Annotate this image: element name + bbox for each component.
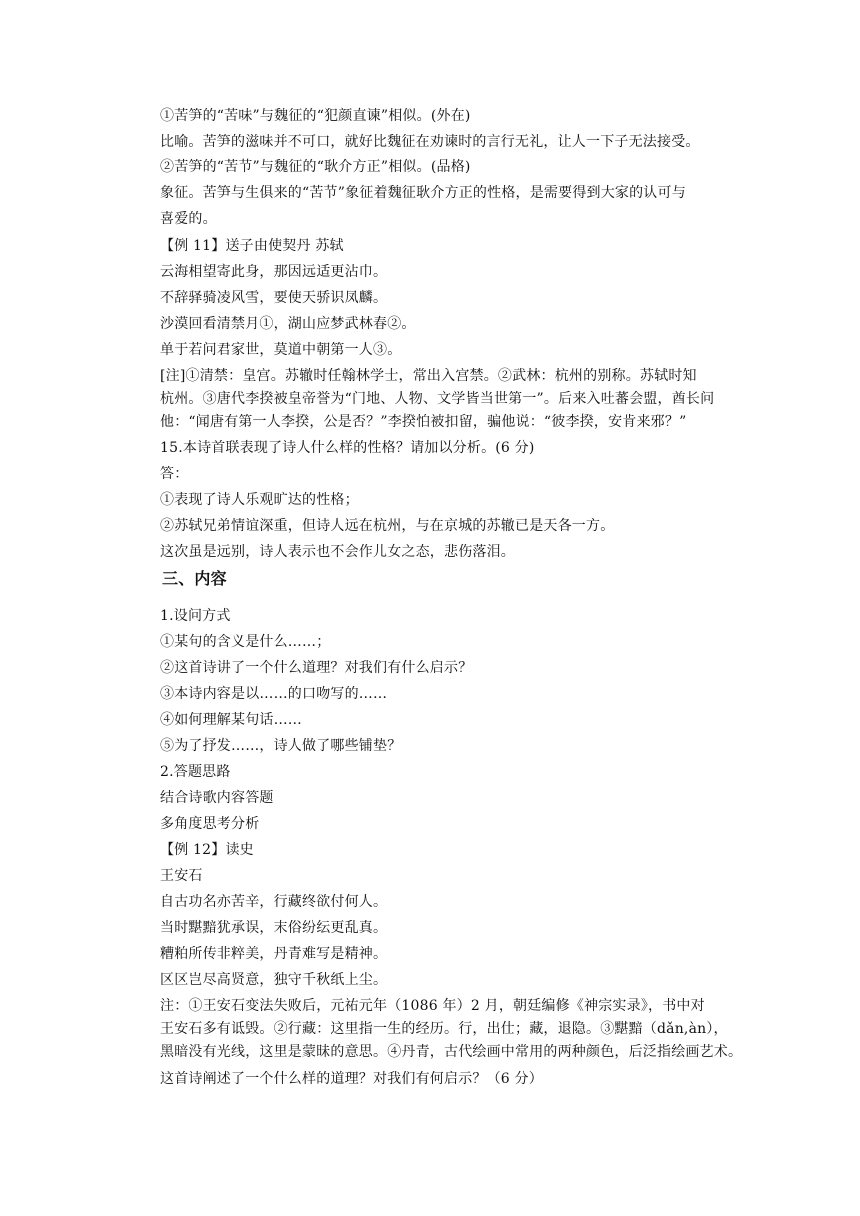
question-line: 这首诗阐述了一个什么样的道理？对我们有何启示？（6 分） bbox=[160, 1071, 543, 1087]
text-line: 比喻。苦笋的滋味并不可口，就好比魏征在劝谏时的言行无礼，让人一下子无法接受。 bbox=[160, 134, 700, 150]
poem-line: 沙漠回看清禁月①，湖山应梦武林春②。 bbox=[160, 316, 416, 332]
answer-line: 这次虽是远别，诗人表示也不会作儿女之态，悲伤落泪。 bbox=[160, 544, 515, 560]
note-line: 黑暗没有光线，这里是蒙昧的意思。④丹青，古代绘画中常用的两种颜色，后泛指绘画艺术。 bbox=[160, 1044, 743, 1060]
list-item: ④如何理解某句话…… bbox=[160, 712, 302, 728]
poem-line: 当时黮黯犹承误，末俗纷纭更乱真。 bbox=[160, 920, 388, 936]
subheading: 1.设问方式 bbox=[160, 608, 231, 624]
question-line: 15.本诗首联表现了诗人什么样的性格？请加以分析。(6 分) bbox=[160, 440, 535, 456]
answer-line: ②苏轼兄弟情谊深重，但诗人远在杭州，与在京城的苏辙已是天各一方。 bbox=[160, 518, 615, 534]
text-line: 结合诗歌内容答题 bbox=[160, 790, 274, 806]
note-line: 注：①王安石变法失败后，元祐元年（1086 年）2 月，朝廷编修《神宗实录》，书中对 bbox=[160, 998, 705, 1014]
text-line: ①苦笋的“苦味”与魏征的“犯颜直谏”相似。(外在) bbox=[160, 108, 471, 124]
poem-line: 糟粕所传非粹美，丹青难写是精神。 bbox=[160, 946, 388, 962]
poem-line: 不辞驿骑凌风雪，要使天骄识凤麟。 bbox=[160, 290, 388, 306]
list-item: ②这首诗讲了一个什么道理？对我们有什么启示？ bbox=[160, 660, 473, 676]
text-line: 象征。苦笋与生俱来的“苦节”象征着魏征耿介方正的性格，是需要得到大家的认可与 bbox=[160, 185, 686, 201]
poem-line: 云海相望寄此身，那因远适更沾巾。 bbox=[160, 264, 388, 280]
example-title: 【例 12】读史 bbox=[160, 842, 254, 858]
list-item: ⑤为了抒发……，诗人做了哪些铺垫？ bbox=[160, 738, 402, 754]
list-item: ①某句的含义是什么……； bbox=[160, 634, 331, 650]
note-line: 他：“闻唐有第一人李揆，公是否？”李揆怕被扣留，骗他说：“彼李揆，安肯来邪？” bbox=[160, 414, 687, 430]
poem-line: 区区岂尽高贤意，独守千秋纸上尘。 bbox=[160, 972, 388, 988]
text-line: 多角度思考分析 bbox=[160, 816, 260, 832]
note-line: 杭州。③唐代李揆被皇帝誉为“门地、人物、文学皆当世第一”。后来入吐蕃会盟，酋长问 bbox=[160, 391, 715, 407]
text-line: 喜爱的。 bbox=[160, 211, 217, 227]
example-title: 【例 11】送子由使契丹 苏轼 bbox=[160, 238, 344, 254]
note-line: 王安石多有诋毁。②行藏：这里指一生的经历。行，出仕；藏，退隐。③黮黯（dǎn,àn）， bbox=[160, 1021, 728, 1037]
poem-line: 单于若问君家世，莫道中朝第一人③。 bbox=[160, 342, 402, 358]
section-heading: 三、内容 bbox=[162, 569, 227, 588]
list-item: ③本诗内容是以……的口吻写的…… bbox=[160, 686, 388, 702]
answer-label: 答： bbox=[160, 466, 189, 482]
poem-line: 自古功名亦苦辛，行藏终欲付何人。 bbox=[160, 894, 388, 910]
text-line: ②苦笋的“苦节”与魏征的“耿介方正”相似。(品格) bbox=[160, 159, 471, 175]
subheading: 2.答题思路 bbox=[160, 764, 231, 780]
note-line: [注]①清禁：皇宫。苏辙时任翰林学士，常出入宫禁。②武林：杭州的别称。苏轼时知 bbox=[160, 368, 697, 384]
poem-author: 王安石 bbox=[160, 868, 203, 884]
answer-line: ①表现了诗人乐观旷达的性格； bbox=[160, 492, 359, 508]
